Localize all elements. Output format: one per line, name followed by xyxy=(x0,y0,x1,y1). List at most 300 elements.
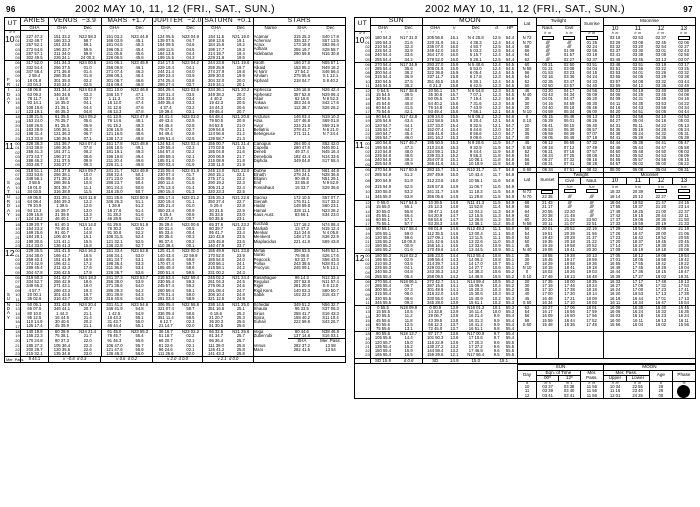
sunrise-value: 06 26 xyxy=(580,119,603,123)
moon-v: 14.6 xyxy=(450,230,459,236)
moon-gha: 14 33.8 xyxy=(428,309,443,315)
saturn-gha: 185 04.8 xyxy=(207,149,225,155)
moon-v: 16.0 xyxy=(450,56,459,62)
mars-gha: 256 38.0 xyxy=(106,279,123,285)
moon-v: 15.9 xyxy=(450,70,459,76)
hdr-moonset-d13: 13 xyxy=(672,178,695,185)
sun-gha: 255 55.4 xyxy=(374,273,392,279)
hour-cell: 08 xyxy=(362,288,370,292)
moon-v: 14.2 xyxy=(450,273,459,279)
star-sha: 80 44.6 xyxy=(294,328,309,334)
moon-hp: 55.3 xyxy=(503,310,518,314)
moon-hp: 55.0 xyxy=(503,218,518,222)
mars-label: MARS xyxy=(107,17,128,24)
moon-gha: 20 56.1 xyxy=(428,87,443,93)
star-dec: N 8 52.3 xyxy=(316,97,345,101)
moonset-11: 17 17 xyxy=(632,278,644,284)
hour-cell: 19 xyxy=(12,334,20,339)
saturn-dec: 24.9 xyxy=(229,297,253,302)
star-name: Markab xyxy=(253,225,268,231)
venus-dec: 22.6 xyxy=(75,348,101,352)
star-dec: N 7 24.4 xyxy=(316,132,345,136)
hour-cell: 12 xyxy=(12,88,20,93)
unit-venus-gha: ° ′ xyxy=(49,31,75,35)
sun-dec: 42.1 xyxy=(395,110,422,115)
jupiter-dec: 59.0 xyxy=(179,293,203,297)
aries-gha: 79 10.9 xyxy=(20,204,48,208)
moon-gha: 264 17.0 xyxy=(427,52,444,58)
moonrise-12: 04 22 xyxy=(655,122,667,128)
moonrise-10: 04 50 xyxy=(609,148,621,154)
moonrise-10: 03 19 xyxy=(609,35,621,40)
saturn-gha: 334 36.1 xyxy=(207,87,225,93)
moonrise-12: 04 32 xyxy=(655,130,667,136)
jupiter-dec: 04.6 xyxy=(179,43,203,47)
jupiter-gha: 199 15.5 xyxy=(157,55,174,61)
moonrise-12: 03 35 xyxy=(655,82,667,88)
jupiter-dec: N23 01.2 xyxy=(179,195,203,200)
mars-gha: 301 39.9 xyxy=(106,292,123,298)
sun-gha: 45 55.6 xyxy=(375,317,390,323)
venus-gha: 211 37.5 xyxy=(53,158,70,164)
unit-ut: d h xyxy=(5,31,21,35)
star-sha: 148 59.8 xyxy=(293,203,311,209)
lat-value-set: N 10 xyxy=(518,266,537,270)
hdr-sunrise: Sunrise xyxy=(580,18,603,32)
twilight-civil: 04 17 xyxy=(558,88,580,93)
saturn-gha: 50 35.6 xyxy=(209,216,224,222)
moon-dec: 12 26.8 xyxy=(468,216,483,222)
twilight-civil: 03 08 xyxy=(558,67,580,71)
hour-cell: 09 xyxy=(362,75,370,79)
summary-hdr-moon: MOON xyxy=(603,364,695,370)
unit-venus-dec: ° ′ xyxy=(75,31,101,35)
sunset-value: 18 55 xyxy=(536,253,558,258)
mars-gha: 91 46.3 xyxy=(107,338,122,344)
moon-gha: 301 48.9 xyxy=(427,287,444,293)
star-name: Ankaa xyxy=(253,100,266,106)
moon-d: 12.5 xyxy=(492,48,501,54)
sun-gha: 150 55.4 xyxy=(374,348,392,354)
star-sha: 76 08.8 xyxy=(294,252,309,258)
moonrise-12: 03 01 xyxy=(655,48,667,54)
aries-gha: 110 14.9 xyxy=(20,320,48,324)
sun-dec: 02.9 xyxy=(395,258,422,262)
no-phenomenon-bar-icon xyxy=(563,36,575,40)
mars-dec: 49.1 xyxy=(127,146,152,150)
moon-dec: 11 06.7 xyxy=(468,183,483,189)
set-twilight-civil: 21 25 xyxy=(564,216,575,222)
sun-gha: 90 54.6 xyxy=(375,114,390,120)
mars-gha: 76 45.7 xyxy=(107,333,122,339)
moon-v: 14.4 xyxy=(450,247,459,253)
sun-gha: 135 55.2 xyxy=(374,238,392,244)
moonset-12: 16 33 xyxy=(655,309,667,315)
moon-hp: 54.5 xyxy=(503,71,518,75)
venus-dec: 08.6 xyxy=(75,155,101,159)
jupiter-dec: 01.4 xyxy=(179,186,203,190)
moonrise-13: 05 31 xyxy=(672,132,695,136)
sunrise-value: 04 33 xyxy=(580,80,603,84)
saturn-dec: 25.7 xyxy=(229,339,253,344)
set-twilight-naut: 22 51 xyxy=(580,222,603,227)
jupiter-dec: 59.2 xyxy=(179,284,203,288)
star-dec: N28 01.4 xyxy=(316,262,345,266)
sunrise-value: 08 28 xyxy=(580,162,603,167)
day-letter: N xyxy=(5,302,12,307)
moon-d: 12.3 xyxy=(492,100,501,106)
star-sha: 278 41.7 xyxy=(293,127,311,133)
moon-dec: 5 15.7 xyxy=(469,52,482,58)
lat-value-set: 30 xyxy=(518,284,537,288)
saturn-gha: 155 00.7 xyxy=(207,140,225,146)
moonrise-12: 04 05 xyxy=(655,108,667,114)
mars-gha: 226 21.1 xyxy=(106,162,123,168)
hour-cell: 06 xyxy=(12,168,20,173)
jupiter-dec: 58.6 xyxy=(179,311,203,315)
venus-gha: 166 33.3 xyxy=(53,37,71,43)
moon-v: 15.1 xyxy=(450,166,459,172)
moon-gha: 35 30.8 xyxy=(428,92,443,98)
lat-value-set: 30 xyxy=(518,258,537,262)
moonset-13: 19 54 xyxy=(672,253,695,258)
saturn-gha: 141 43.3 xyxy=(207,351,225,357)
lat-value: S 60 xyxy=(518,167,537,172)
mars-dec: N23 51.9 xyxy=(127,222,152,227)
twilight-civil: 06 39 xyxy=(558,132,580,136)
moonset-11: 18 05 xyxy=(632,256,644,262)
sunset-value: 17 49 xyxy=(536,275,558,280)
moon-v: 14.7 xyxy=(450,216,459,222)
moonset-13: 17 28 xyxy=(672,292,695,296)
set-twilight-civil: //// xyxy=(567,204,572,210)
venus-gha: 90 37.3 xyxy=(54,338,69,344)
mars-dec: 55.6 xyxy=(127,339,152,344)
mars-d: 0.2 xyxy=(131,356,138,362)
sun-dec: 00.9 xyxy=(395,244,422,248)
unit-mars-gha: ° ′ xyxy=(111,29,117,34)
venus-gha: 45 39.9 xyxy=(54,323,69,329)
moon-d: 12.4 xyxy=(492,65,501,71)
summary-hdr-eqn: Eqn. of Time xyxy=(536,370,580,376)
twilight-naut: 05 53 xyxy=(542,126,553,132)
moonrise-13: 03 38 xyxy=(672,75,695,79)
moon-gha: 127 09.1 xyxy=(427,234,444,240)
mars-dec: N23 53.7 xyxy=(127,275,152,280)
mars-magnitude: +1.7 xyxy=(131,17,147,24)
moon-v: 14.7 xyxy=(450,212,459,218)
moon-d: 9.9 xyxy=(493,317,500,323)
summary-merpass-lower: 22 55 xyxy=(632,384,643,390)
moon-d: 10.0 xyxy=(492,309,501,315)
sunset-value: 17 35 xyxy=(536,279,558,284)
hdr-jupiter-dec: Dec xyxy=(179,25,203,31)
moon-dec: N11 41.3 xyxy=(467,200,485,206)
saturn-dec: 23.0 xyxy=(229,213,253,217)
set-twilight-naut: 18 24 xyxy=(580,284,603,288)
moon-v: 13.2 xyxy=(450,348,459,354)
saturn-gha: 95 41.7 xyxy=(209,230,224,236)
moonset-12: 18 02 xyxy=(655,273,667,279)
saturn-gha: 261 04.3 xyxy=(207,279,225,285)
lat-value-set: 60 xyxy=(518,218,537,222)
saturn-gha: 321 12.5 xyxy=(207,296,225,302)
hour-cell: 14 xyxy=(12,204,20,208)
moon-v: 15.2 xyxy=(450,148,459,154)
twilight-civil: 04 47 xyxy=(558,97,580,101)
moon-gha: 144 59.4 xyxy=(427,348,444,354)
mars-gha: 286 39.3 xyxy=(106,287,123,293)
moonset-12: 17 32 xyxy=(655,283,667,289)
jupiter-dec: 02.7 xyxy=(179,128,203,132)
hdr-moonset: Moonset xyxy=(603,172,695,178)
moon-v: 12.1 xyxy=(450,352,459,358)
hdr-ut-right: UT xyxy=(355,18,371,32)
moon-dec: 7 07.1 xyxy=(469,92,482,98)
sun-gha: 75 55.1 xyxy=(375,221,390,227)
moonset-12: 18 58 xyxy=(655,256,667,262)
moon-v: 15.8 xyxy=(450,78,459,84)
jupiter-gha: 230 07.4 xyxy=(157,171,174,177)
moon-hp: 55.2 xyxy=(503,288,518,292)
moonset-13: 16 54 xyxy=(672,301,695,306)
mars-gha: 121 32.1 xyxy=(106,238,123,244)
moon-v: 13.9 xyxy=(450,305,459,311)
aries-gha: 259 40.4 xyxy=(20,258,48,262)
lat-value: 52 xyxy=(518,150,537,154)
moon-d: 9.5 xyxy=(493,352,500,358)
day-letter: D xyxy=(5,93,12,97)
sunset-value: 16 34 xyxy=(536,301,558,306)
sunrise-value: 06 40 xyxy=(580,124,603,128)
moonrise-12: 03 40 xyxy=(655,87,667,93)
moonrise-11: 05 19 xyxy=(632,126,644,132)
hour-cell: 13 xyxy=(12,200,20,204)
hdr-sun-dec: Dec xyxy=(395,25,422,32)
sun-gha: 60 54.6 xyxy=(375,104,390,110)
jupiter-d: 0.0 xyxy=(182,356,188,362)
mars-gha: 166 03.9 xyxy=(106,37,123,43)
hour-cell: 22 xyxy=(362,349,370,353)
aries-gha: 348 56.1 xyxy=(20,177,48,181)
hour-cell: 03 xyxy=(12,47,20,51)
set-twilight-naut: 18 35 xyxy=(580,279,603,284)
mars-gha: 301 08.7 xyxy=(106,77,123,83)
aries-gha: 139 20.7 xyxy=(20,222,48,227)
summary-body xyxy=(355,385,696,399)
jupiter-dec: 02.6 xyxy=(179,132,203,136)
moon-gha: 116 22.9 xyxy=(427,339,444,345)
aries-gha: 185 27.2 xyxy=(20,344,48,348)
moon-dec: 10 08.1 xyxy=(468,157,483,163)
moon-dec: N 8 08.2 xyxy=(467,114,484,120)
moon-gha: 159 29.6 xyxy=(427,352,444,358)
sunrise-value: 03 37 xyxy=(580,58,603,63)
saturn-gha: 51 30.5 xyxy=(209,323,224,329)
moonrise-12: 04 36 xyxy=(655,135,667,141)
sunset-value: 18 29 xyxy=(536,262,558,266)
moon-d: 10.2 xyxy=(492,295,501,301)
hour-cell: 19 xyxy=(12,119,20,123)
moon-d: 12.3 xyxy=(492,74,501,80)
moon-hp: 54.9 xyxy=(503,195,518,201)
lat-value-set: 54 xyxy=(518,310,537,314)
hour-cell: 23 xyxy=(362,248,370,253)
moon-v: 14.6 xyxy=(450,226,459,232)
saturn-gha: 79 50.5 xyxy=(209,118,224,124)
moon-d: 10.6 xyxy=(492,265,501,271)
moonrise-11: 04 35 xyxy=(632,100,644,106)
venus-gha: 301 38.7 xyxy=(53,184,71,190)
aries-gha: 20 00.1 xyxy=(20,293,48,297)
mars-gha: 136 32.8 xyxy=(106,242,123,248)
moonset-11: 18 52 xyxy=(632,226,644,232)
venus-gha: 151 36.7 xyxy=(53,140,71,146)
set-twilight-naut: //// xyxy=(580,201,603,206)
mars-gha: 286 08.1 xyxy=(106,73,123,79)
star-name: Diphda xyxy=(253,158,268,163)
moonrise-13: 03 49 xyxy=(672,84,695,89)
aries-gha: 2 59.4 xyxy=(20,74,48,78)
saturn-dec: 19.7 xyxy=(229,66,253,70)
star-sha: 153 05.2 xyxy=(293,64,311,70)
saturn-gha: 110 43.8 xyxy=(208,234,225,240)
lat-value-set: 45 xyxy=(518,244,537,248)
sunset-value: 17 00 xyxy=(536,292,558,296)
moon-d: 9.9 xyxy=(493,313,500,319)
summary-left-blank2 xyxy=(355,385,518,399)
sun-dec: N17 34.9 xyxy=(395,62,422,67)
mars-dec: N23 49.9 xyxy=(127,168,152,173)
jupiter-gha: 6 12.7 xyxy=(159,319,172,325)
venus-gha: 241 37.9 xyxy=(53,167,71,173)
no-phenomenon-bar-icon xyxy=(586,36,598,40)
jupiter-dec: N22 58.8 xyxy=(179,302,203,307)
hour-cell: 17 xyxy=(12,217,20,222)
moon-v: 15.4 xyxy=(450,126,459,132)
venus-gha: 316 43.7 xyxy=(53,296,71,302)
venus-dec: 13.3 xyxy=(75,213,101,217)
venus-gha: 76 40.5 xyxy=(54,225,69,231)
saturn-gha: 305 21.2 xyxy=(207,184,225,190)
moonrise-13: 03 32 xyxy=(672,71,695,75)
moon-v: 13.9 xyxy=(450,309,459,315)
moon-d: 12.0 xyxy=(492,130,501,136)
twilight-naut: 01 21 xyxy=(542,65,553,71)
jupiter-dec: 02.3 xyxy=(179,146,203,150)
saturn-gha: 349 38.2 xyxy=(207,91,225,97)
moonrise-11: 05 11 xyxy=(632,122,643,128)
mars-gha: 16 12.0 xyxy=(107,100,122,106)
hour-cell: 03 xyxy=(362,49,370,53)
star-sha: 328 11.1 xyxy=(293,207,310,213)
saturn-gha: 35 33.5 xyxy=(209,211,224,217)
venus-dec: 03.7 xyxy=(75,97,101,101)
moon-v: 15.7 xyxy=(450,92,459,98)
jupiter-gha: 170 47.4 xyxy=(157,261,174,267)
star-name: Alioth xyxy=(253,60,265,66)
moon-d: 10.8 xyxy=(492,256,501,262)
moonset-11: 16 34 xyxy=(632,299,644,305)
star-dec: N19 10.3 xyxy=(316,115,345,120)
star-gap-dec xyxy=(316,352,345,357)
sun-gha: 0 54.5 xyxy=(377,87,389,93)
moonrise-13: 04 44 xyxy=(672,110,695,115)
star-sha: 112 36.7 xyxy=(293,104,310,110)
mars-gha: 241 21.7 xyxy=(106,167,123,173)
saturn-gha: 289 30.0 xyxy=(207,73,225,79)
hdr-mars-gha: GHA xyxy=(109,24,120,30)
sun-gha: 345 55.0 xyxy=(374,194,392,200)
star-sha: 176 01.1 xyxy=(293,198,311,204)
mars-dec: 46.4 xyxy=(127,74,152,78)
star-dec: N45 16.4 xyxy=(316,150,345,154)
moon-hp: 54.4 xyxy=(503,41,518,45)
star-name: Kaus Aust. xyxy=(253,211,275,217)
star-sha: 146 03.4 xyxy=(293,114,311,120)
mer-pass-aries-value: 8 44.1 xyxy=(20,357,48,362)
lat-value: 35 xyxy=(518,97,537,101)
saturn-dec: 20.9 xyxy=(229,119,253,123)
moon-hp: 54.9 xyxy=(503,210,518,214)
jupiter-gha: 200 03.4 xyxy=(157,162,174,168)
venus-dec: 11.5 xyxy=(75,190,101,195)
star-name: Canopus xyxy=(253,140,271,146)
venus-gha: 346 34.6 xyxy=(53,91,71,97)
aries-gha: 318 51.1 xyxy=(20,168,48,173)
hdr-moon: MOON xyxy=(422,18,517,26)
mars-dec: 54.8 xyxy=(127,307,152,311)
summary-eqn-00h: 03 41 xyxy=(536,394,558,399)
star-sha: 49 37.4 xyxy=(294,149,309,155)
spread-title-right: 2002 MAY 10, 11, 12 (FRI., SAT., SUN.) xyxy=(425,3,625,15)
summary-hdr-age: Age xyxy=(649,370,672,381)
venus-gha: 31 35.1 xyxy=(54,104,69,110)
moonrise-10: 04 16 xyxy=(609,104,621,110)
star-sha: 258 41.7 xyxy=(293,310,311,316)
venus-gha: 16 44.5 xyxy=(54,314,69,320)
sunrise-value: 05 20 xyxy=(580,97,603,101)
sun-dec: 13.1 xyxy=(395,327,422,332)
venus-dec: 12.2 xyxy=(75,200,101,204)
moon-hp: 55.5 xyxy=(503,345,518,349)
lat-value: 56 xyxy=(518,158,537,162)
moon-dec: 11 29.8 xyxy=(468,194,483,200)
sunset-value: 19 19 xyxy=(536,244,558,248)
moon-v: 14.8 xyxy=(450,200,459,206)
aries-gha: 48 06.8 xyxy=(20,88,48,93)
jupiter-dec: N23 04.9 xyxy=(179,35,203,39)
lat-value-set: 58 xyxy=(518,319,537,323)
moon-v: 13.2 xyxy=(450,343,459,349)
day-letter: S xyxy=(5,181,12,185)
jupiter-dec: 02.0 xyxy=(179,352,203,357)
moonrise-13: 02 56 xyxy=(672,53,695,57)
unit-sunrise: h m xyxy=(580,32,603,36)
hour-cell: 15 xyxy=(362,102,370,106)
saturn-dec: 19.1 xyxy=(229,39,253,43)
venus-gha: 1 39.5 xyxy=(56,203,68,209)
summary-unit-upper: h m xyxy=(603,381,626,385)
unit-mr13: h m xyxy=(672,32,695,36)
data-row xyxy=(355,172,696,178)
aries-planets-stars-table xyxy=(4,17,346,357)
star-name: Atria xyxy=(253,118,263,124)
venus-dec: 22.0 xyxy=(75,339,101,344)
moonset-11: 16 30 xyxy=(632,305,644,311)
moon-dec: 16 51.1 xyxy=(468,326,483,332)
venus-dec: 59.5 xyxy=(75,47,101,51)
